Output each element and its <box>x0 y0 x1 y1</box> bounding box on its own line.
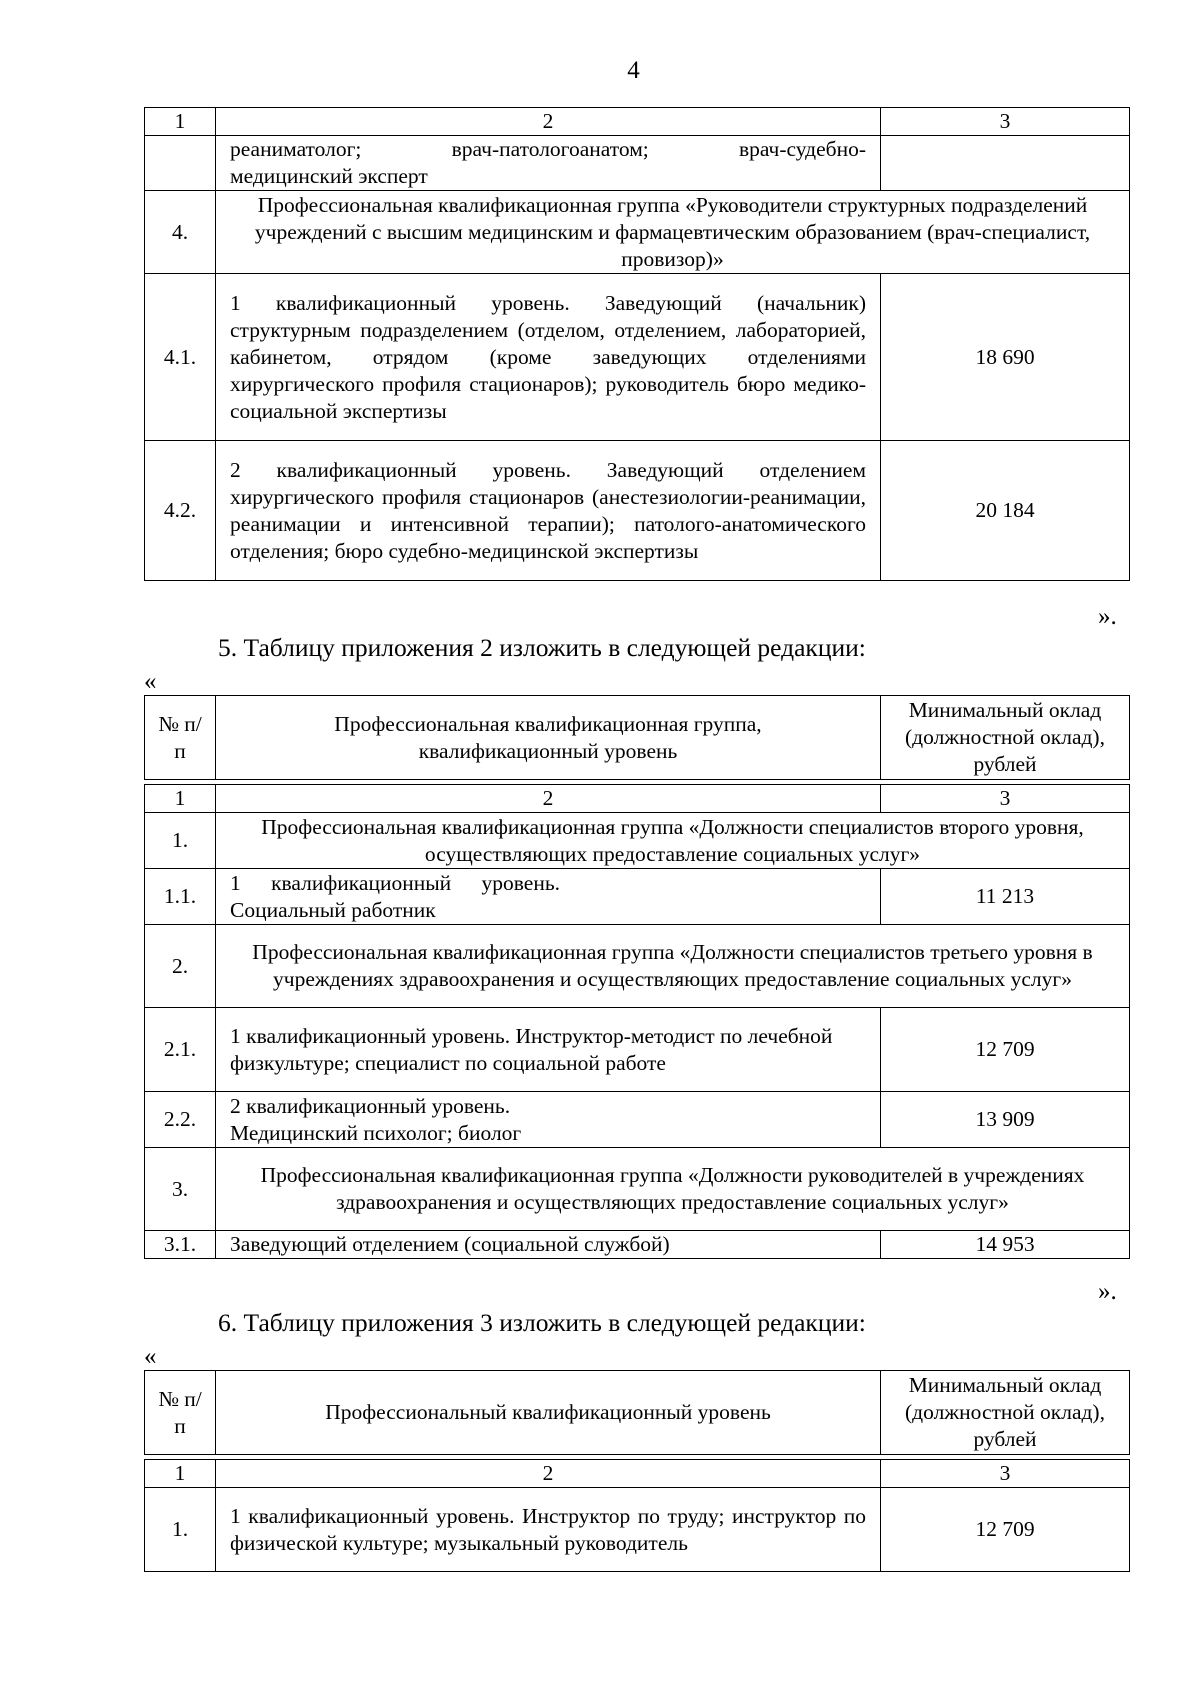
row-number: 2.1. <box>145 1008 216 1092</box>
opening-quote: « <box>144 668 157 695</box>
row-text: 1 квалификационный уровень. Заведующий (начальник) структурным подразделением (отделом, отделением, лабораторией, кабинетом, отрядом (кроме заведующих отделениями хирургического профиля стационаров); руководитель бюро медико-социальной экспертизы <box>216 274 881 441</box>
index-cell: 1 <box>145 108 216 136</box>
paragraph-5: 5. Таблицу приложения 2 изложить в следующей редакции: <box>218 633 866 662</box>
index-cell: 3 <box>881 108 1130 136</box>
row-number: 1. <box>145 813 216 869</box>
header-salary: Минимальный оклад (должностной оклад), рублей <box>881 1371 1130 1455</box>
table-row <box>145 925 1130 1008</box>
table-row <box>145 1231 1130 1259</box>
row-salary: 18 690 <box>881 274 1130 441</box>
row-text: 1 квалификационный уровень. Инструктор по труду; инструктор по физической культуре; музыкальный руководитель <box>216 1488 881 1572</box>
closing-quote: ». <box>1098 603 1117 630</box>
row-text-line: медицинский эксперт <box>230 164 428 188</box>
row-salary: 11 213 <box>881 869 1130 925</box>
group-title: Профессиональная квалификационная группа «Должности специалистов третьего уровня в учреждениях здравоохранения и осуществляющих предоставление социальных услуг» <box>216 925 1130 1008</box>
header-number: № п/п <box>145 1371 216 1455</box>
table-header-row <box>145 1371 1130 1455</box>
group-title: Профессиональная квалификационная группа «Руководители структурных подразделений учреждений с высшим медицинским и фармацевтическим образованием (врач-специалист, провизор)» <box>216 191 1130 274</box>
index-cell: 1 <box>145 1460 216 1488</box>
row-salary: 14 953 <box>881 1231 1130 1259</box>
page-number: 4 <box>627 57 640 84</box>
row-number <box>145 136 216 191</box>
table-index-row <box>145 1460 1130 1488</box>
row-text-line: реаниматолог; врач-патологоанатом; врач-судебно- <box>230 137 866 161</box>
group-title: Профессиональная квалификационная группа «Должности руководителей в учреждениях здравоохранения и осуществляющих предоставление социальных услуг» <box>216 1148 1130 1231</box>
row-number: 4.2. <box>145 441 216 581</box>
row-number: 3. <box>145 1148 216 1231</box>
index-cell: 2 <box>216 785 881 813</box>
row-salary: 12 709 <box>881 1488 1130 1572</box>
table-header-row <box>145 696 1130 780</box>
row-number: 1. <box>145 1488 216 1572</box>
row-salary: 13 909 <box>881 1092 1130 1148</box>
row-number: 2.2. <box>145 1092 216 1148</box>
header-group: Профессиональный квалификационный уровень <box>216 1371 881 1455</box>
index-cell: 3 <box>881 785 1130 813</box>
row-text: 2 квалификационный уровень. Заведующий отделением хирургического профиля стационаров (анестезиологии-реанимации, реанимации и интенсивной терапии); патолого-анатомического отделения; бюро судебно-медицинской экспертизы <box>216 441 881 581</box>
group-title: Профессиональная квалификационная группа «Должности специалистов второго уровня, осуществляющих предоставление социальных услуг» <box>216 813 1130 869</box>
row-salary <box>881 136 1130 191</box>
closing-quote: ». <box>1098 1278 1117 1305</box>
table-row <box>145 1008 1130 1092</box>
table-row <box>145 1148 1130 1231</box>
row-salary: 20 184 <box>881 441 1130 581</box>
table-row <box>145 869 1130 925</box>
row-salary: 12 709 <box>881 1008 1130 1092</box>
row-number: 4.1. <box>145 274 216 441</box>
table-row <box>145 191 1130 274</box>
table-index-row <box>145 785 1130 813</box>
index-cell: 3 <box>881 1460 1130 1488</box>
index-cell: 2 <box>216 1460 881 1488</box>
header-salary: Минимальный оклад (должностной оклад), рублей <box>881 696 1130 780</box>
table-appendix-3 <box>144 1370 1130 1572</box>
row-number: 2. <box>145 925 216 1008</box>
table-index-row <box>145 108 1130 136</box>
header-group: Профессиональная квалификационная группа, квалификационный уровень <box>216 696 881 780</box>
row-text: Заведующий отделением (социальной службой) <box>216 1231 881 1259</box>
index-cell: 2 <box>216 108 881 136</box>
table-appendix-2 <box>144 695 1130 1259</box>
row-number: 4. <box>145 191 216 274</box>
table-row <box>145 1488 1130 1572</box>
table-row <box>145 813 1130 869</box>
table-row <box>145 136 1130 191</box>
table-row <box>145 274 1130 441</box>
paragraph-6: 6. Таблицу приложения 3 изложить в следующей редакции: <box>218 1308 866 1337</box>
opening-quote: « <box>144 1343 157 1370</box>
table-row <box>145 1092 1130 1148</box>
header-number: № п/п <box>145 696 216 780</box>
row-text: 2 квалификационный уровень. Медицинский психолог; биолог <box>216 1092 881 1148</box>
index-cell: 1 <box>145 785 216 813</box>
row-text <box>216 136 881 191</box>
row-number: 3.1. <box>145 1231 216 1259</box>
table-appendix-1-continued <box>144 107 1130 581</box>
row-text: 1 квалификационный уровень. Инструктор-методист по лечебной физкультуре; специалист по социальной работе <box>216 1008 881 1092</box>
row-number: 1.1. <box>145 869 216 925</box>
row-text: 1 квалификационный уровень. Социальный работник <box>216 869 881 925</box>
table-row <box>145 441 1130 581</box>
